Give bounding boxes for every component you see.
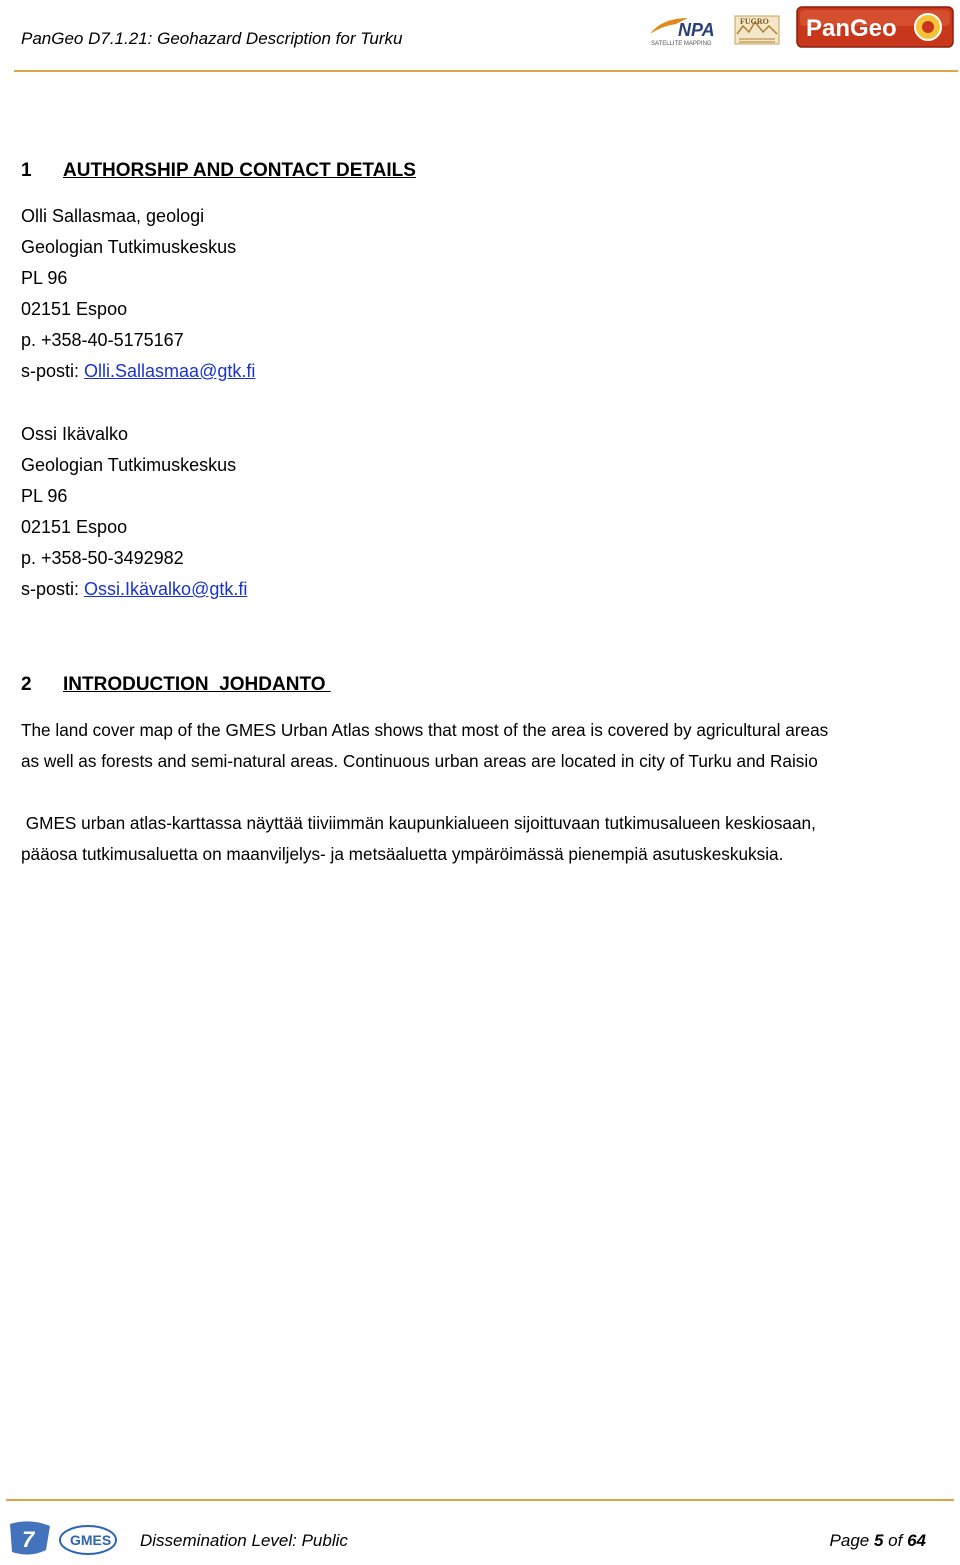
intro-paragraph-en xyxy=(21,715,955,777)
dissemination-level: Dissemination Level: Public xyxy=(140,1531,348,1550)
pangeo-logo-text: PanGeo xyxy=(806,15,897,42)
npa-logo-subtext: SATELLITE MAPPING xyxy=(651,41,712,47)
fugro-logo-text: FUGRO xyxy=(740,17,769,26)
section-1-number: 1 xyxy=(21,160,32,181)
page-total: 64 xyxy=(907,1531,926,1550)
contact-1-box: PL 96 xyxy=(21,268,68,288)
contact-2-email-line xyxy=(21,579,247,600)
page-current: 5 xyxy=(873,1531,884,1550)
intro-en-line-2: as well as forests and semi-natural areas. Continuous urban areas are located in city of Turku and Raisio xyxy=(21,751,818,771)
contact-1-phone: p. +358-40-5175167 xyxy=(21,330,184,350)
contact-1-email-link[interactable]: Olli.Sallasmaa@gtk.fi xyxy=(84,361,256,381)
contact-1-email-line xyxy=(21,361,255,382)
section-2-heading xyxy=(21,674,331,696)
intro-en-line-1: The land cover map of the GMES Urban Atlas shows that most of the area is covered by agricultural areas xyxy=(21,720,829,740)
page-of: of xyxy=(883,1531,908,1550)
section-2-number: 2 xyxy=(21,674,32,695)
intro-fi-line-2: pääosa tutkimusaluetta on maanviljelys- ja metsäaluetta ympäröimässä pienempiä asutuskeskuksia. xyxy=(21,844,784,864)
section-1-heading xyxy=(21,160,416,182)
header-rule xyxy=(14,70,958,72)
contact-1-city: 02151 Espoo xyxy=(21,299,128,319)
contact-1-email-label: s-posti: xyxy=(21,361,85,381)
contact-2-box: PL 96 xyxy=(21,486,68,506)
footer-rule xyxy=(6,1499,954,1501)
fp7-logo-text: 7 xyxy=(22,1527,35,1552)
contact-2-name: Ossi Ikävalko xyxy=(21,424,129,444)
section-1-title: AUTHORSHIP AND CONTACT DETAILS xyxy=(63,160,416,181)
gmes-logo xyxy=(58,1522,134,1558)
contact-1-org: Geologian Tutkimuskeskus xyxy=(21,237,237,257)
contact-1-name: Olli Sallasmaa, geologi xyxy=(21,206,205,226)
npa-logo-text: NPA xyxy=(678,20,715,40)
contact-2-city: 02151 Espoo xyxy=(21,517,128,537)
npa-logo xyxy=(648,12,726,48)
fp7-logo xyxy=(6,1518,54,1560)
intro-paragraph-fi xyxy=(21,808,955,870)
pangeo-logo xyxy=(796,6,954,48)
header-title: PanGeo D7.1.21: Geohazard Description for Turku xyxy=(21,29,403,48)
contact-2-email-label: s-posti: xyxy=(21,579,85,599)
contact-2-email-link[interactable]: Ossi.Ikävalko@gtk.fi xyxy=(84,579,248,599)
section-2-title: INTRODUCTION JOHDANTO xyxy=(63,674,331,695)
gmes-logo-text: GMES xyxy=(70,1532,112,1548)
contact-2-org: Geologian Tutkimuskeskus xyxy=(21,455,237,475)
page-number xyxy=(830,1531,926,1551)
page-prefix: Page xyxy=(829,1531,874,1550)
contact-2-phone: p. +358-50-3492982 xyxy=(21,548,184,568)
intro-fi-line-1: GMES urban atlas-karttassa näyttää tiiviimmän kaupunkialueen sijoittuvaan tutkimusalueen keskiosaan, xyxy=(21,813,816,833)
fugro-logo xyxy=(733,12,781,48)
